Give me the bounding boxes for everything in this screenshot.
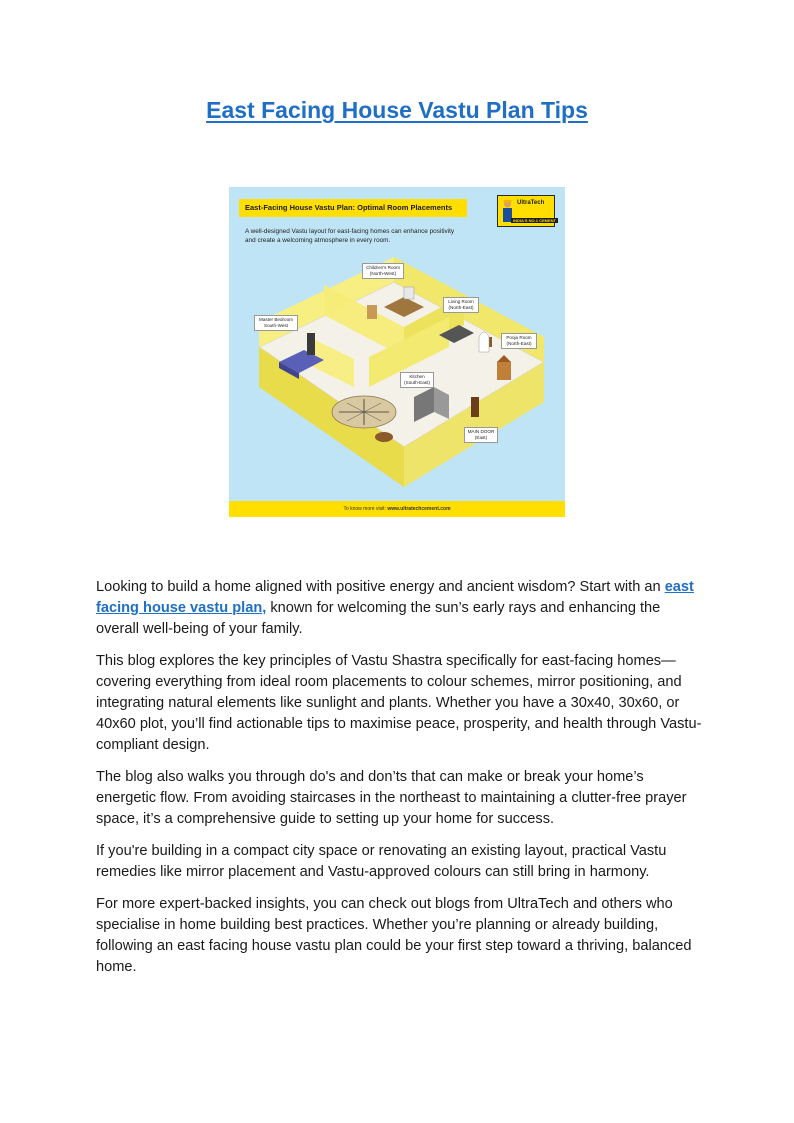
room-label-main-door: MAIN DOOR (East) [464, 427, 498, 443]
room-label-childrens-room: Children's Room (North-West) [362, 263, 404, 279]
logo-brand-text: UltraTech [517, 200, 545, 206]
paragraph-remedies: If you're building in a compact city space or renovating an existing layout, practical Vastu remedies like mirror placement and Vastu-approved colours can still bring in harmony. [96, 843, 667, 880]
intro-text-end: known for welcoming the sun’s early rays and enhancing the overall well-being of your family. [96, 600, 661, 637]
paragraph-dos-donts: The blog also walks you through do's and don’ts that can make or break your home’s energetic flow. From avoiding staircases in the northeast to maintaining a clutter-free prayer space, it’s a comprehensive guide to setting up your home for success. [96, 769, 687, 827]
paragraph-conclusion: For more expert-backed insights, you can check out blogs from UltraTech and others who specialise in home building best practices. Whether you’re planning or already building, following an east facing house vastu plan could be your first step toward a thriving, balanced home. [96, 896, 692, 975]
infographic-description: A well-designed Vastu layout for east-facing homes can enhance positivity and create a welcoming atmosphere in every room. [245, 228, 455, 244]
paragraph-intro [96, 577, 706, 640]
vastu-infographic [229, 187, 565, 517]
infographic-footer [229, 501, 565, 517]
room-label-pooja-room: Pooja Room (North-East) [501, 333, 537, 349]
infographic-heading: East-Facing House Vastu Plan: Optimal Room Placements [239, 199, 467, 217]
footer-url: www.ultratechcement.com [387, 506, 451, 512]
article-body [96, 577, 706, 989]
east-facing-vastu-plan-link[interactable]: east facing house vastu plan, [96, 579, 694, 616]
room-label-living-room: Living Room (North-East) [443, 297, 479, 313]
ultratech-logo [497, 195, 555, 227]
room-label-kitchen: Kitchen (South-East) [400, 372, 434, 388]
intro-text-start: Looking to build a home aligned with positive energy and ancient wisdom? Start with an [96, 579, 665, 595]
footer-prefix: To know more visit: [343, 506, 386, 512]
paragraph-principles: This blog explores the key principles of Vastu Shastra specifically for east-facing homes— covering everything from ideal room placements to colour schemes, mirror positioning, and integrating natural elements like sunlight and plants. Whether you have a 30x40, 30x60, or 40x60 plot, you’ll find actionable tips to maximise peace, prosperity, and health through Vastu-compliant design. [96, 653, 702, 753]
logo-tagline: INDIA'S NO.1 CEMENT [513, 218, 556, 223]
page-title[interactable]: East Facing House Vastu Plan Tips [206, 97, 588, 123]
room-label-master-bedroom: Master Bedroom South-West [254, 315, 298, 331]
